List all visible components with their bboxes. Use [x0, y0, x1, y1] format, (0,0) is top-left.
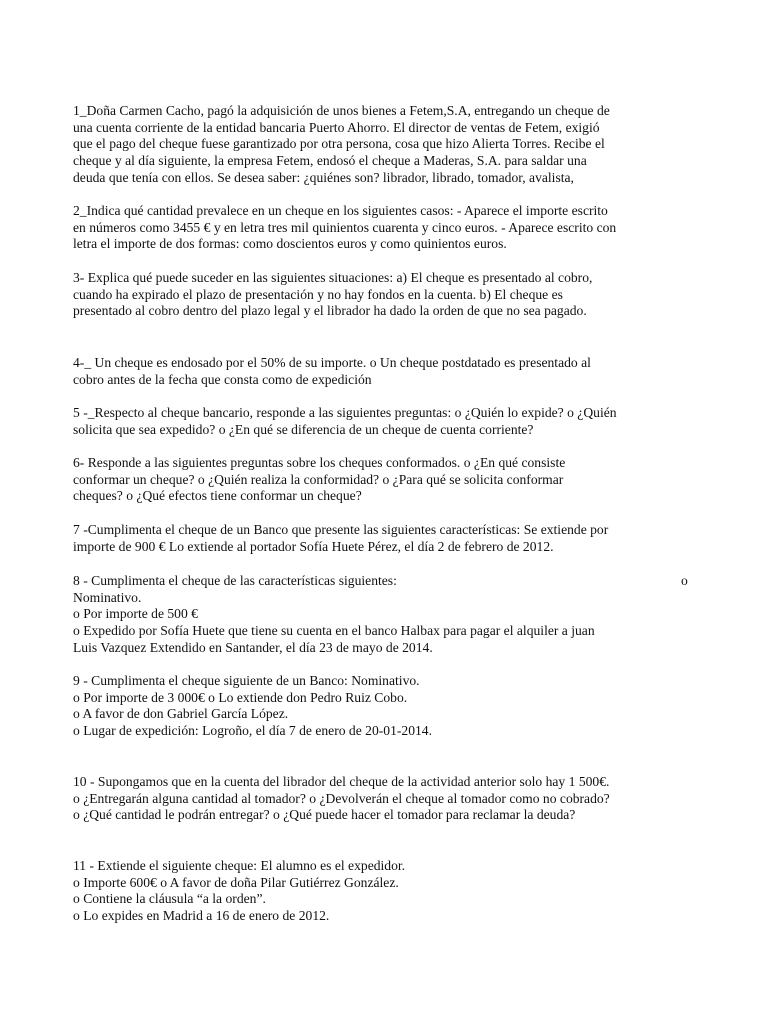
question-5-line: 5 -_Respecto al cheque bancario, responde a las siguientes preguntas: o ¿Quién lo expide? o ¿Quién	[73, 405, 617, 420]
question-1-line: una cuenta corriente de la entidad bancaria Puerto Ahorro. El director de ventas de Fetem, exigió	[73, 119, 600, 135]
question-11-line: o Importe 600€ o A favor de doña Pilar Gutiérrez González.	[73, 874, 399, 890]
question-8-line: Luis Vazquez Extendido en Santander, el día 23 de mayo de 2014.	[73, 639, 433, 655]
question-2-line: letra el importe de dos formas: como doscientos euros y como quinientos euros.	[73, 236, 507, 252]
question-7	[73, 522, 698, 555]
question-11-line: o Lo expides en Madrid a 16 de enero de 2012.	[73, 908, 330, 924]
question-11-line: 11 - Extiende el siguiente cheque: El alumno es el expedidor.	[73, 858, 406, 873]
question-9-line: o A favor de don Gabriel García López.	[73, 706, 289, 722]
question-2-line: 2_Indica qué cantidad prevalece en un cheque en los siguientes casos: - Aparece el importe escrito	[73, 203, 608, 218]
question-3-line: 3- Explica qué puede suceder en las siguientes situaciones: a) El cheque es presentado al cobro,	[73, 270, 593, 285]
question-6-line: cheques? o ¿Qué efectos tiene conformar un cheque?	[73, 488, 362, 504]
question-7-line: 7 -Cumplimenta el cheque de un Banco que presente las siguientes características: Se extiende por	[73, 522, 609, 537]
question-4-line: 4-_ Un cheque es endosado por el 50% de su importe. o Un cheque postdatado es presentado al	[73, 355, 591, 370]
question-1-line: deuda que tenía con ellos. Se desea saber: ¿quiénes son? librador, librado, tomador, avalista,	[73, 169, 574, 185]
question-7-line: importe de 900 € Lo extiende al portador Sofía Huete Pérez, el día 2 de febrero de 2012.	[73, 538, 554, 554]
question-8	[73, 573, 698, 657]
question-3-line: cuando ha expirado el plazo de presentación y no hay fondos en la cuenta. b) El cheque es	[73, 286, 563, 302]
question-9-line: o Por importe de 3 000€ o Lo extiende don Pedro Ruiz Cobo.	[73, 689, 408, 705]
question-6	[73, 455, 698, 505]
bullet-marker: o	[681, 573, 688, 588]
question-4	[73, 355, 698, 388]
question-5	[73, 405, 698, 438]
question-8-line: o Por importe de 500 €	[73, 606, 198, 622]
question-1	[73, 103, 698, 187]
question-8-heading: 8 - Cumplimenta el cheque de las características siguientes:	[73, 573, 397, 588]
question-4-line: cobro antes de la fecha que consta como de expedición	[73, 371, 372, 387]
question-6-line: 6- Responde a las siguientes preguntas sobre los cheques conformados. o ¿En qué consiste	[73, 455, 566, 470]
question-8-line: o Expedido por Sofía Huete que tiene su cuenta en el banco Halbax para pagar el alquiler a juan	[73, 623, 595, 639]
question-1-line: cheque y al día siguiente, la empresa Fetem, endosó el cheque a Maderas, S.A. para saldar una	[73, 153, 587, 169]
question-10	[73, 774, 698, 824]
question-5-line: solicita que sea expedido? o ¿En qué se diferencia de un cheque de cuenta corriente?	[73, 421, 534, 437]
question-2-line: en números como 3455 € y en letra tres mil quinientos cuarenta y cinco euros. - Aparece escrito con	[73, 219, 617, 235]
question-6-line: conformar un cheque? o ¿Quién realiza la conformidad? o ¿Para qué se solicita conformar	[73, 471, 564, 487]
question-3	[73, 270, 698, 320]
question-8-line: Nominativo.	[73, 589, 142, 605]
question-11-line: o Contiene la cláusula “a la orden”.	[73, 891, 266, 907]
question-2	[73, 203, 698, 253]
question-10-line: 10 - Supongamos que en la cuenta del librador del cheque de la actividad anterior solo hay 1 500€.	[73, 774, 610, 789]
question-9-line: o Lugar de expedición: Logroño, el día 7 de enero de 20-01-2014.	[73, 723, 432, 739]
question-1-line: que el pago del cheque fuese garantizado por otra persona, cosa que hizo Alierta Torres. Recibe el	[73, 136, 605, 152]
question-10-line: o ¿Entregarán alguna cantidad al tomador? o ¿Devolverán el cheque al tomador como no cobrado?	[73, 790, 610, 806]
question-9	[73, 673, 698, 740]
question-10-line: o ¿Qué cantidad le podrán entregar? o ¿Qué puede hacer el tomador para reclamar la deuda?	[73, 807, 576, 823]
question-1-line: 1_Doña Carmen Cacho, pagó la adquisición de unos bienes a Fetem,S.A, entregando un cheque de	[73, 103, 610, 118]
question-8-first-line	[73, 573, 698, 590]
question-3-line: presentado al cobro dentro del plazo legal y el librador ha dado la orden de que no sea pagado.	[73, 303, 587, 319]
question-9-line: 9 - Cumplimenta el cheque siguiente de un Banco: Nominativo.	[73, 673, 420, 688]
question-11	[73, 858, 698, 925]
